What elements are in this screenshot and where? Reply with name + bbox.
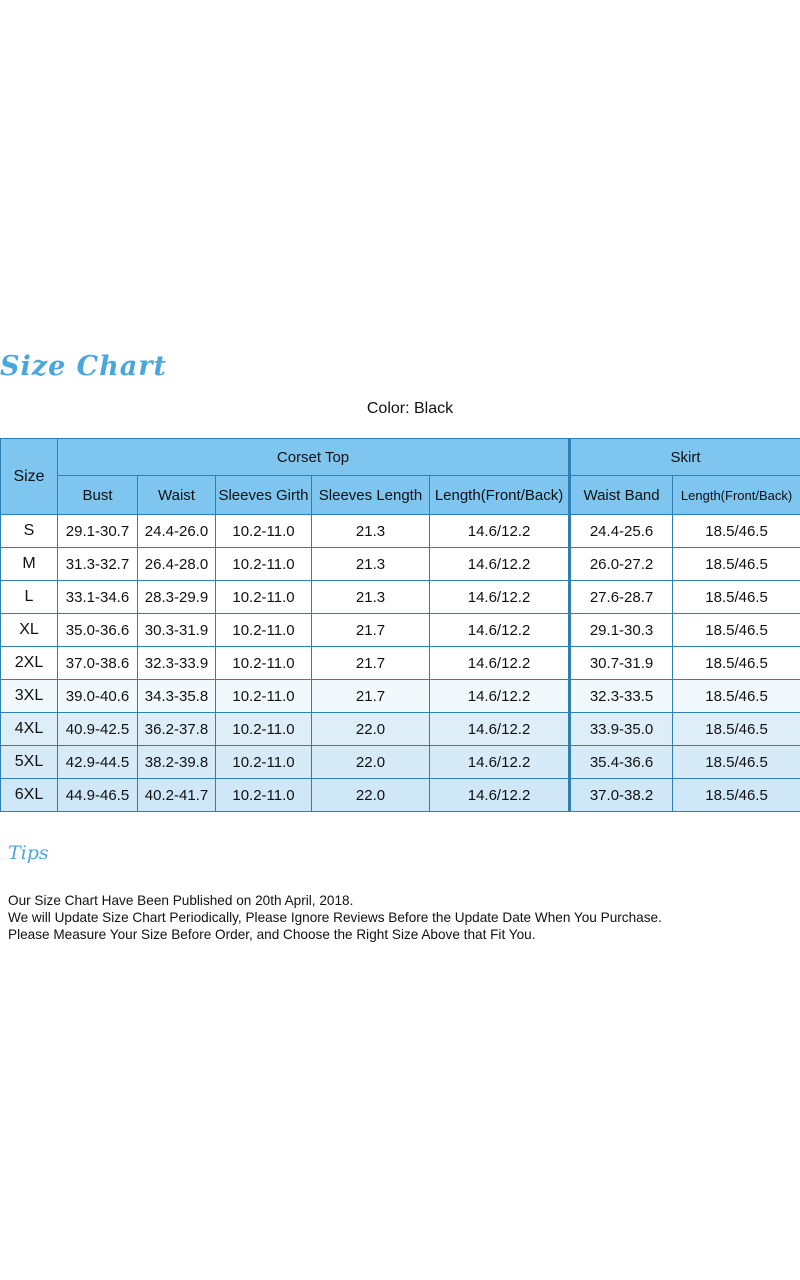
table-row xyxy=(1,713,800,746)
waist-band-cell: 33.9-35.0 xyxy=(570,713,673,746)
size-chart-title: Size Chart xyxy=(0,351,167,382)
table-row xyxy=(1,581,800,614)
waist-band-cell: 30.7-31.9 xyxy=(570,647,673,680)
corset-top-group-header: Corset Top xyxy=(58,439,570,476)
sleeves-length-cell: 21.7 xyxy=(312,647,430,680)
bust-cell: 44.9-46.5 xyxy=(58,779,138,812)
sleeves-girth-cell: 10.2-11.0 xyxy=(216,548,312,581)
bust-cell: 29.1-30.7 xyxy=(58,515,138,548)
size-cell: 5XL xyxy=(1,746,58,779)
bust-column-header: Bust xyxy=(58,476,138,515)
bust-cell: 40.9-42.5 xyxy=(58,713,138,746)
waist-band-cell: 24.4-25.6 xyxy=(570,515,673,548)
waist-cell: 38.2-39.8 xyxy=(138,746,216,779)
top-length-cell: 14.6/12.2 xyxy=(430,548,570,581)
sleeves-girth-cell: 10.2-11.0 xyxy=(216,746,312,779)
skirt-length-cell: 18.5/46.5 xyxy=(673,581,800,614)
sleeves-length-column-header: Sleeves Length xyxy=(312,476,430,515)
table-row xyxy=(1,647,800,680)
size-cell: 2XL xyxy=(1,647,58,680)
bust-cell: 35.0-36.6 xyxy=(58,614,138,647)
bust-cell: 37.0-38.6 xyxy=(58,647,138,680)
size-cell: M xyxy=(1,548,58,581)
sleeves-length-cell: 21.3 xyxy=(312,581,430,614)
sleeves-length-cell: 22.0 xyxy=(312,713,430,746)
waist-cell: 32.3-33.9 xyxy=(138,647,216,680)
sleeves-length-cell: 22.0 xyxy=(312,779,430,812)
sleeves-length-cell: 21.7 xyxy=(312,614,430,647)
sleeves-girth-cell: 10.2-11.0 xyxy=(216,779,312,812)
bust-cell: 31.3-32.7 xyxy=(58,548,138,581)
skirt-length-cell: 18.5/46.5 xyxy=(673,779,800,812)
bust-cell: 39.0-40.6 xyxy=(58,680,138,713)
top-length-cell: 14.6/12.2 xyxy=(430,515,570,548)
table-row xyxy=(1,548,800,581)
sleeves-length-cell: 21.7 xyxy=(312,680,430,713)
size-cell: S xyxy=(1,515,58,548)
skirt-length-cell: 18.5/46.5 xyxy=(673,515,800,548)
sleeves-girth-cell: 10.2-11.0 xyxy=(216,680,312,713)
top-length-cell: 14.6/12.2 xyxy=(430,647,570,680)
sleeves-girth-cell: 10.2-11.0 xyxy=(216,515,312,548)
waist-column-header: Waist xyxy=(138,476,216,515)
top-length-cell: 14.6/12.2 xyxy=(430,614,570,647)
sleeves-girth-cell: 10.2-11.0 xyxy=(216,614,312,647)
waist-cell: 30.3-31.9 xyxy=(138,614,216,647)
size-cell: 3XL xyxy=(1,680,58,713)
sleeves-girth-column-header: Sleeves Girth xyxy=(216,476,312,515)
size-cell: 6XL xyxy=(1,779,58,812)
skirt-length-column-header: Length(Front/Back) xyxy=(673,476,800,515)
waist-cell: 34.3-35.8 xyxy=(138,680,216,713)
top-length-cell: 14.6/12.2 xyxy=(430,779,570,812)
skirt-length-cell: 18.5/46.5 xyxy=(673,680,800,713)
waist-band-cell: 32.3-33.5 xyxy=(570,680,673,713)
skirt-length-cell: 18.5/46.5 xyxy=(673,548,800,581)
size-column-header: Size xyxy=(1,439,58,515)
size-cell: L xyxy=(1,581,58,614)
waist-cell: 24.4-26.0 xyxy=(138,515,216,548)
waist-band-cell: 27.6-28.7 xyxy=(570,581,673,614)
tips-text xyxy=(8,892,798,943)
waist-band-cell: 29.1-30.3 xyxy=(570,614,673,647)
waist-band-cell: 37.0-38.2 xyxy=(570,779,673,812)
size-chart-body xyxy=(1,515,800,812)
table-row xyxy=(1,779,800,812)
skirt-length-cell: 18.5/46.5 xyxy=(673,713,800,746)
top-length-column-header: Length(Front/Back) xyxy=(430,476,570,515)
skirt-group-header: Skirt xyxy=(570,439,800,476)
tip-line: Our Size Chart Have Been Published on 20th April, 2018. xyxy=(8,893,354,908)
waist-band-cell: 35.4-36.6 xyxy=(570,746,673,779)
sleeves-length-cell: 21.3 xyxy=(312,515,430,548)
waist-cell: 40.2-41.7 xyxy=(138,779,216,812)
waist-cell: 26.4-28.0 xyxy=(138,548,216,581)
top-length-cell: 14.6/12.2 xyxy=(430,581,570,614)
bust-cell: 42.9-44.5 xyxy=(58,746,138,779)
size-chart-table xyxy=(0,438,800,812)
top-length-cell: 14.6/12.2 xyxy=(430,713,570,746)
size-cell: XL xyxy=(1,614,58,647)
skirt-length-cell: 18.5/46.5 xyxy=(673,647,800,680)
sleeves-length-cell: 21.3 xyxy=(312,548,430,581)
size-cell: 4XL xyxy=(1,713,58,746)
waist-band-column-header: Waist Band xyxy=(570,476,673,515)
top-length-cell: 14.6/12.2 xyxy=(430,746,570,779)
tip-line: Please Measure Your Size Before Order, and Choose the Right Size Above that Fit You. xyxy=(8,927,536,942)
waist-band-cell: 26.0-27.2 xyxy=(570,548,673,581)
tips-title: Tips xyxy=(8,842,49,864)
waist-cell: 28.3-29.9 xyxy=(138,581,216,614)
sleeves-girth-cell: 10.2-11.0 xyxy=(216,581,312,614)
table-row xyxy=(1,614,800,647)
sleeves-girth-cell: 10.2-11.0 xyxy=(216,713,312,746)
skirt-length-cell: 18.5/46.5 xyxy=(673,746,800,779)
table-row xyxy=(1,680,800,713)
top-length-cell: 14.6/12.2 xyxy=(430,680,570,713)
table-row xyxy=(1,515,800,548)
skirt-length-cell: 18.5/46.5 xyxy=(673,614,800,647)
waist-cell: 36.2-37.8 xyxy=(138,713,216,746)
sleeves-length-cell: 22.0 xyxy=(312,746,430,779)
color-label: Color: Black xyxy=(366,400,454,417)
bust-cell: 33.1-34.6 xyxy=(58,581,138,614)
tip-line: We will Update Size Chart Periodically, Please Ignore Reviews Before the Update Date When You Purchase. xyxy=(8,910,662,925)
table-row xyxy=(1,746,800,779)
sleeves-girth-cell: 10.2-11.0 xyxy=(216,647,312,680)
